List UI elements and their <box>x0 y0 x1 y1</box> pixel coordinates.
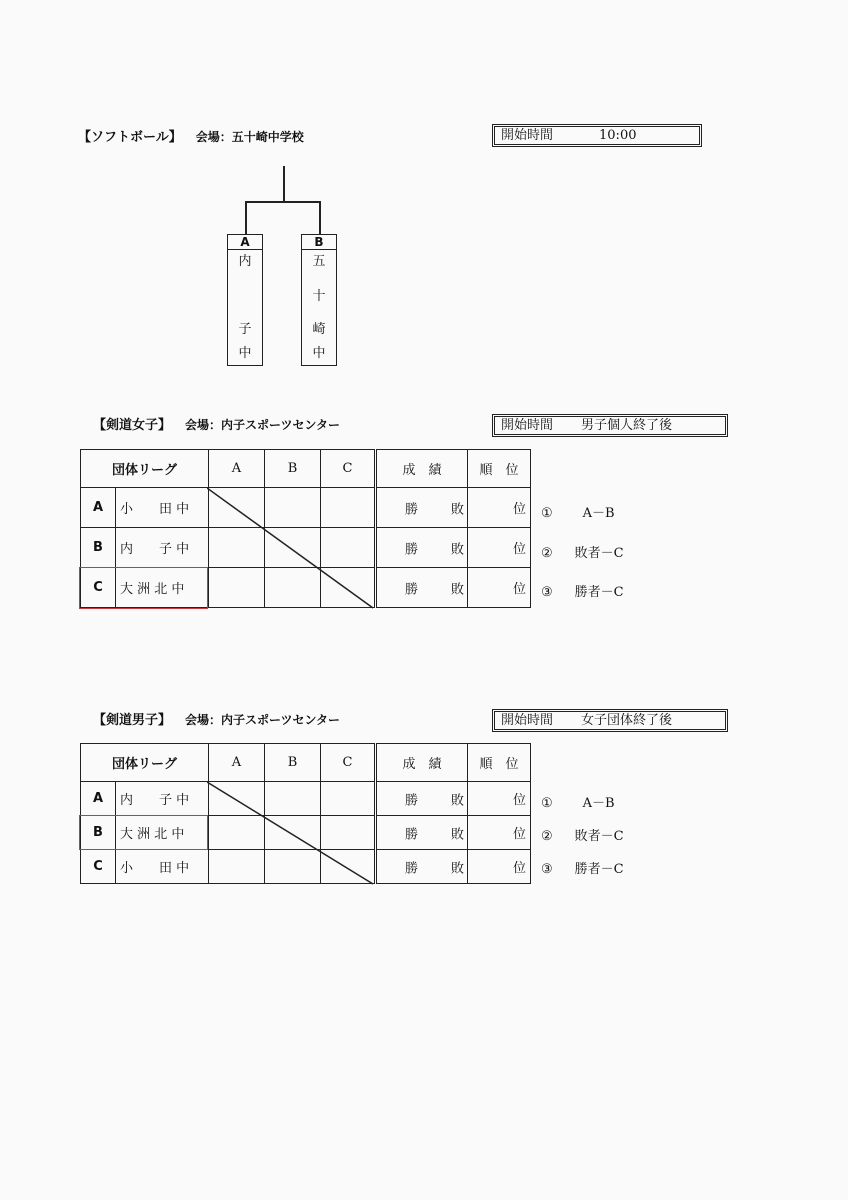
loss-label: 敗 <box>450 793 464 808</box>
win-label: 勝 <box>405 793 419 808</box>
win-label: 勝 <box>405 582 419 597</box>
rank-header: 順 位 <box>468 744 531 782</box>
start-time-label: 開始時間 <box>501 418 554 433</box>
bracket-line <box>319 201 321 235</box>
start-time-label: 開始時間 <box>501 713 554 728</box>
record-cell <box>376 850 468 884</box>
team-char: 内 <box>238 254 252 269</box>
kendo-men-venue: 会場：内子スポーツセンター <box>185 713 341 727</box>
order-match: 敗者－C <box>574 546 624 561</box>
kendo-men-start-time-box <box>492 709 728 732</box>
kendo-men-title: 【剣道男子】 <box>93 713 172 728</box>
record-cell <box>376 568 468 608</box>
col-header-b: B <box>265 450 321 488</box>
col-header-a: A <box>209 744 265 782</box>
bracket-line <box>245 201 320 203</box>
rank-header: 順 位 <box>468 450 531 488</box>
kendo-women-title-line <box>93 414 340 433</box>
result-cell <box>265 568 321 608</box>
kendo-women-start-time-box <box>492 414 728 437</box>
result-cell <box>265 782 321 816</box>
team-char: 崎 <box>312 322 326 337</box>
loss-label: 敗 <box>450 827 464 842</box>
softball-start-time-box <box>492 124 702 147</box>
start-time-value: 女子団体終了後 <box>581 713 673 728</box>
col-header-a: A <box>209 450 265 488</box>
rank-cell: 位 <box>468 568 531 608</box>
rank-cell: 位 <box>468 816 531 850</box>
softball-venue: 会場：五十崎中学校 <box>195 130 304 144</box>
rank-cell: 位 <box>468 850 531 884</box>
row-letter: A <box>81 488 116 528</box>
kendo-women-venue: 会場：内子スポーツセンター <box>185 418 341 432</box>
highlight-box <box>79 815 208 850</box>
result-cell <box>209 568 265 608</box>
rank-cell: 位 <box>468 488 531 528</box>
team-char: 中 <box>312 346 326 361</box>
col-header-c: C <box>321 744 376 782</box>
row-letter: B <box>81 816 116 850</box>
record-cell <box>376 528 468 568</box>
order-match: 勝者－C <box>574 585 624 600</box>
win-label: 勝 <box>405 827 419 842</box>
col-header-c: C <box>321 450 376 488</box>
loss-label: 敗 <box>450 582 464 597</box>
team-char: 五 <box>312 254 326 269</box>
order-match: 敗者－C <box>574 829 624 844</box>
order-match: A－B <box>582 796 615 811</box>
order-number: ③ <box>541 585 553 600</box>
team-name: 内 子 中 <box>116 528 209 568</box>
win-label: 勝 <box>405 861 419 876</box>
result-cell <box>209 488 265 528</box>
result-cell <box>321 568 376 608</box>
row-letter: C <box>81 568 116 608</box>
win-label: 勝 <box>405 502 419 517</box>
loss-label: 敗 <box>450 542 464 557</box>
team-name: 小 田 中 <box>116 488 209 528</box>
record-cell <box>376 816 468 850</box>
row-letter: C <box>81 850 116 884</box>
result-cell <box>265 528 321 568</box>
rank-cell: 位 <box>468 782 531 816</box>
team-letter: A <box>228 235 262 250</box>
result-cell <box>321 488 376 528</box>
col-header-b: B <box>265 744 321 782</box>
start-time-label: 開始時間 <box>501 128 554 143</box>
result-cell <box>209 816 265 850</box>
loss-label: 敗 <box>450 502 464 517</box>
order-number: ① <box>541 506 553 521</box>
order-number: ① <box>541 796 553 811</box>
order-number: ② <box>541 829 553 844</box>
match-order-item <box>541 792 615 811</box>
order-match: A－B <box>582 506 615 521</box>
result-cell <box>265 816 321 850</box>
team-char: 十 <box>312 289 326 304</box>
result-cell <box>265 488 321 528</box>
result-cell <box>209 528 265 568</box>
result-cell <box>265 850 321 884</box>
result-cell <box>321 528 376 568</box>
softball-title: 【ソフトボール】 <box>78 130 182 145</box>
record-cell <box>376 782 468 816</box>
loss-label: 敗 <box>450 861 464 876</box>
result-cell <box>209 850 265 884</box>
bracket-line <box>245 201 247 235</box>
order-number: ② <box>541 546 553 561</box>
result-cell <box>321 782 376 816</box>
team-name: 大 洲 北 中 <box>116 568 209 608</box>
match-order-item <box>541 825 624 844</box>
team-char: 子 <box>238 322 252 337</box>
team-column-b <box>301 234 337 366</box>
result-cell <box>209 782 265 816</box>
highlight-box <box>79 567 208 609</box>
kendo-women-title: 【剣道女子】 <box>93 418 172 433</box>
match-order-item <box>541 542 624 561</box>
result-cell <box>321 850 376 884</box>
team-name: 小 田 中 <box>116 850 209 884</box>
team-letter: B <box>302 235 336 250</box>
win-label: 勝 <box>405 542 419 557</box>
kendo-men-league-table <box>80 743 531 884</box>
row-letter: A <box>81 782 116 816</box>
start-time-value: 10:00 <box>599 128 637 143</box>
match-order-item <box>541 858 624 877</box>
rank-cell: 位 <box>468 528 531 568</box>
start-time-value: 男子個人終了後 <box>581 418 673 433</box>
order-number: ③ <box>541 862 553 877</box>
team-column-a <box>227 234 263 366</box>
league-header: 団体リーグ <box>81 450 209 488</box>
result-cell <box>321 816 376 850</box>
team-name: 大 洲 北 中 <box>116 816 209 850</box>
bracket-line <box>283 166 285 202</box>
kendo-men-title-line <box>93 709 340 728</box>
league-header: 団体リーグ <box>81 744 209 782</box>
softball-title-line <box>78 126 304 145</box>
record-header: 成 績 <box>376 744 468 782</box>
team-name: 内 子 中 <box>116 782 209 816</box>
match-order-item <box>541 581 624 600</box>
record-cell <box>376 488 468 528</box>
team-char: 中 <box>238 346 252 361</box>
record-header: 成 績 <box>376 450 468 488</box>
order-match: 勝者－C <box>574 862 624 877</box>
match-order-item <box>541 502 615 521</box>
row-letter: B <box>81 528 116 568</box>
